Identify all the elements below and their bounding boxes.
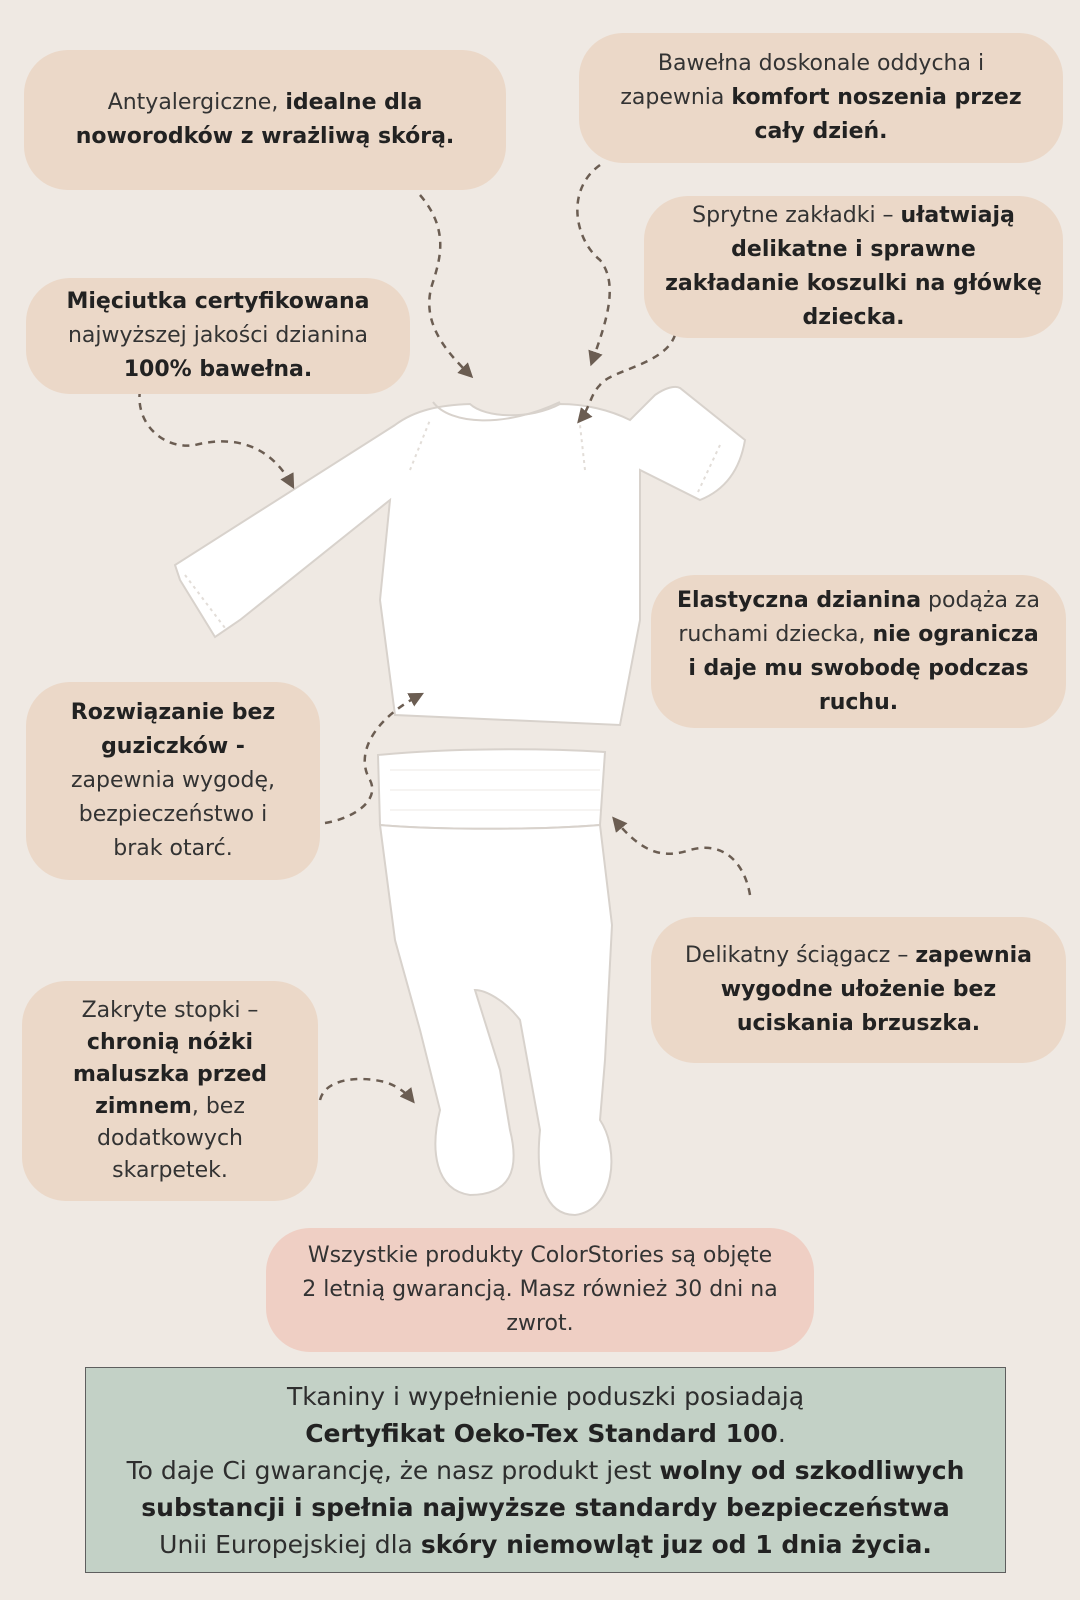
certificate-line-4 bbox=[159, 1526, 932, 1563]
certificate-line-4-start: Unii Europejskiej dla bbox=[159, 1529, 421, 1559]
callout-mieciutka bbox=[26, 278, 410, 394]
certificate-line-3-start: To daje Ci gwarancję, że nasz produkt jest bbox=[126, 1455, 660, 1485]
callout-bez-guziczkow bbox=[26, 682, 320, 880]
callout-text: Sprytne zakładki – bbox=[692, 203, 901, 228]
callout-bold-text: ułatwiają delikatne i sprawne zakładanie koszulki na główkę dziecka. bbox=[665, 203, 1042, 330]
callout-text: Zakryte stopki – bbox=[81, 998, 259, 1023]
certificate-line-3 bbox=[86, 1452, 1005, 1526]
guarantee-text: Wszystkie produkty ColorStories są objęte 2 letnią gwarancją. Masz również 30 dni na zwrot. bbox=[302, 1243, 778, 1336]
callout-text: Bawełna doskonale oddycha i zapewnia bbox=[620, 51, 985, 110]
callout-bold-text: idealne dla noworodków z wrażliwą skórą. bbox=[75, 90, 455, 149]
callout-text: zapewnia wygodę, bezpieczeństwo i brak otarć. bbox=[71, 768, 275, 861]
certificate-line-2-end: . bbox=[777, 1418, 786, 1448]
callout-bold-text: zapewnia wygodne ułożenie bez uciskania brzuszka. bbox=[720, 943, 1033, 1036]
callout-elastyczna bbox=[651, 575, 1066, 728]
callout-text: najwyższej jakości dzianina bbox=[67, 323, 368, 348]
certificate-line-4-bold: skóry niemowląt juz od 1 dnia życia. bbox=[420, 1529, 932, 1559]
callout-bold-text-2: nie ogranicza i daje mu swobodę podczas ruchu. bbox=[688, 621, 1039, 715]
callout-sciagacz bbox=[651, 917, 1066, 1063]
callout-antyalergiczne bbox=[24, 50, 506, 190]
certificate-line-1: Tkaniny i wypełnienie poduszki posiadają bbox=[286, 1381, 805, 1411]
callout-stopki bbox=[22, 981, 318, 1201]
callout-bold-text: Mięciutka certyfikowana bbox=[66, 289, 370, 314]
callout-zakladki bbox=[644, 196, 1063, 338]
guarantee-bubble bbox=[266, 1228, 814, 1352]
certificate-line-2 bbox=[305, 1415, 786, 1452]
callout-bold-text: komfort noszenia przez cały dzień. bbox=[731, 85, 1022, 144]
callout-text: Antyalergiczne, bbox=[107, 90, 286, 115]
callout-text: Delikatny ściągacz – bbox=[684, 943, 916, 968]
certificate-box bbox=[85, 1367, 1006, 1573]
certificate-name: Certyfikat Oeko-Tex Standard 100 bbox=[305, 1418, 778, 1448]
baby-pants-drawing bbox=[378, 749, 612, 1215]
certificate-line-3-bold: wolny od szkodliwych substancji i spełnia najwyższe standardy bezpieczeństwa bbox=[141, 1455, 965, 1522]
callout-bawelna-oddycha bbox=[579, 33, 1063, 163]
callout-text-2: , bez dodatkowych skarpetek. bbox=[97, 1094, 245, 1183]
callout-bold-text: chronią nóżki maluszka przed zimnem bbox=[72, 1030, 268, 1119]
callout-text: podąża za ruchami dziecka, bbox=[678, 587, 1040, 647]
callout-bold-text: Rozwiązanie bez guziczków - bbox=[70, 700, 276, 759]
callout-bold-text-2: 100% bawełna. bbox=[123, 357, 313, 382]
callout-bold-text: Elastyczna dzianina bbox=[677, 587, 922, 613]
